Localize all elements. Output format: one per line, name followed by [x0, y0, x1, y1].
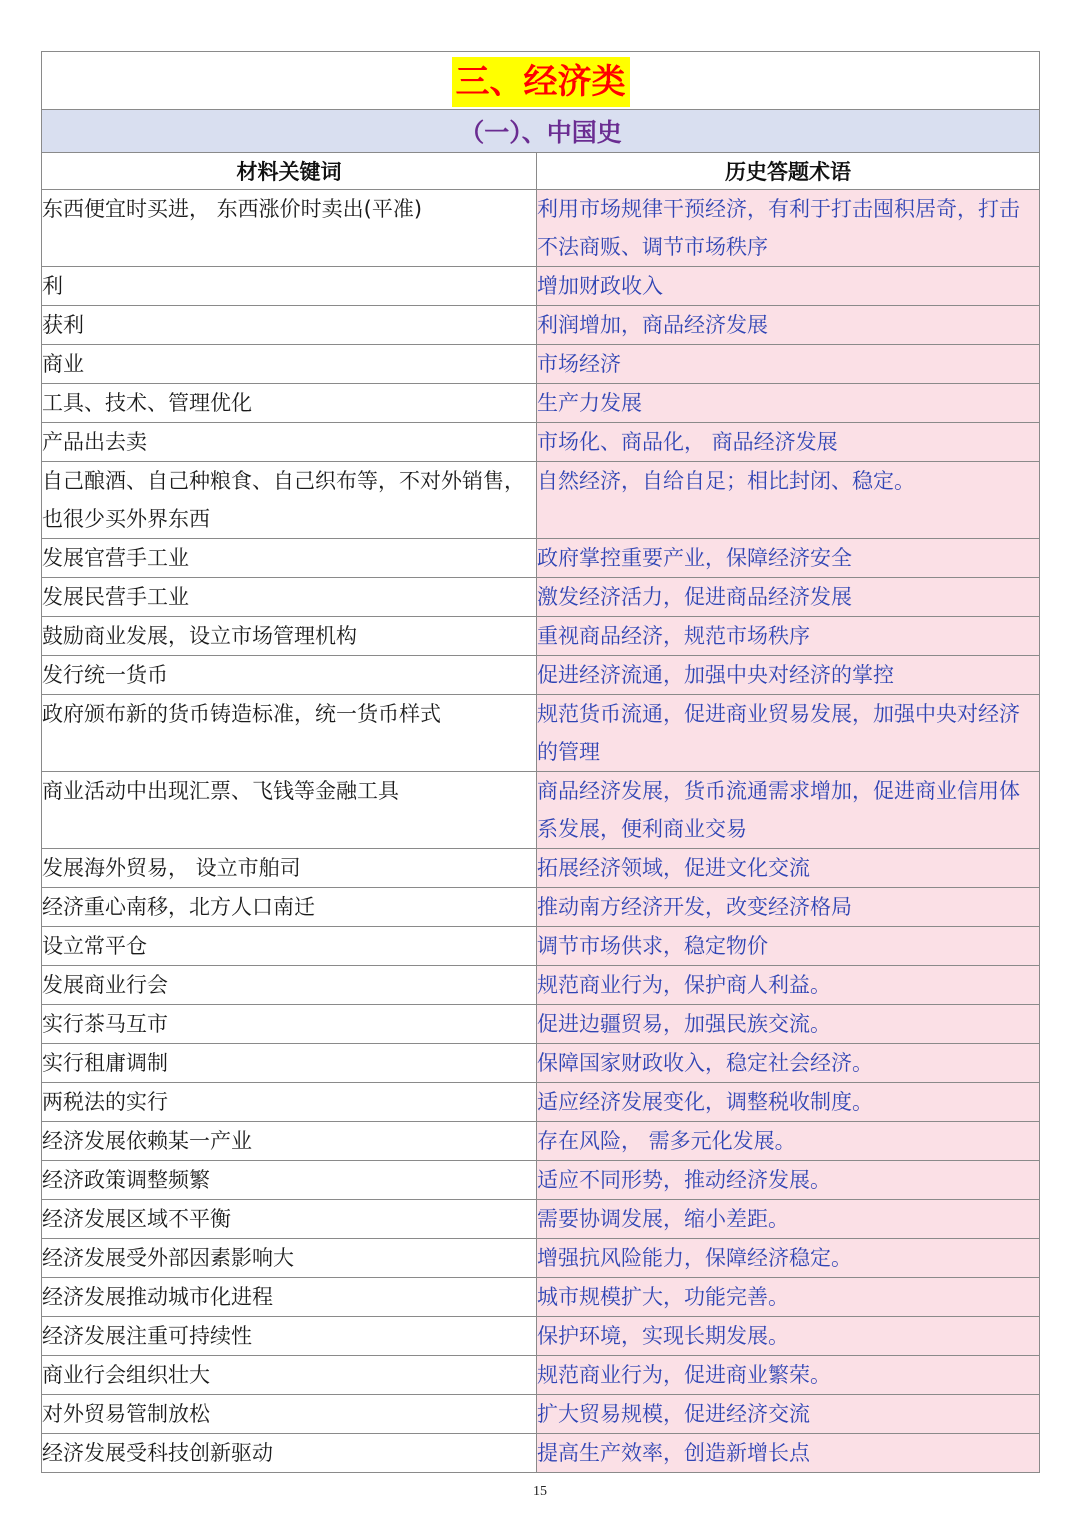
keyword-cell: 实行租庸调制	[42, 1044, 537, 1083]
term-cell: 促进经济流通，加强中央对经济的掌控	[537, 656, 1040, 695]
table-row	[42, 695, 1040, 772]
term-cell: 政府掌控重要产业，保障经济安全	[537, 539, 1040, 578]
keyword-cell: 自己酿酒、自己种粮食、自己织布等，不对外销售，也很少买外界东西	[42, 462, 537, 539]
keyword-cell: 发展官营手工业	[42, 539, 537, 578]
term-cell: 促进边疆贸易，加强民族交流。	[537, 1005, 1040, 1044]
keyword-cell: 经济发展受科技创新驱动	[42, 1434, 537, 1473]
keyword-cell: 东西便宜时买进， 东西涨价时卖出(平准)	[42, 190, 537, 267]
table-row	[42, 1239, 1040, 1278]
term-cell: 利润增加，商品经济发展	[537, 306, 1040, 345]
table-row	[42, 1434, 1040, 1473]
table-row	[42, 1200, 1040, 1239]
table-row	[42, 927, 1040, 966]
keyword-cell: 经济发展注重可持续性	[42, 1317, 537, 1356]
section-title: 三、经济类	[452, 57, 630, 107]
column-header-term: 历史答题术语	[537, 153, 1040, 190]
table-row	[42, 267, 1040, 306]
table-row	[42, 772, 1040, 849]
keyword-cell: 发展海外贸易， 设立市舶司	[42, 849, 537, 888]
term-cell: 适应经济发展变化，调整税收制度。	[537, 1083, 1040, 1122]
keyword-cell: 政府颁布新的货币铸造标准，统一货币样式	[42, 695, 537, 772]
table-row	[42, 539, 1040, 578]
keyword-cell: 工具、技术、管理优化	[42, 384, 537, 423]
term-cell: 激发经济活力，促进商品经济发展	[537, 578, 1040, 617]
title-row	[42, 52, 1040, 110]
term-cell: 存在风险， 需多元化发展。	[537, 1122, 1040, 1161]
keyword-cell: 产品出去卖	[42, 423, 537, 462]
term-cell: 增强抗风险能力，保障经济稳定。	[537, 1239, 1040, 1278]
table-row	[42, 1356, 1040, 1395]
table-row	[42, 190, 1040, 267]
term-cell: 利用市场规律干预经济，有利于打击囤积居奇，打击不法商贩、调节市场秩序	[537, 190, 1040, 267]
keyword-cell: 经济发展推动城市化进程	[42, 1278, 537, 1317]
keyword-term-table	[41, 51, 1040, 1473]
table-row	[42, 849, 1040, 888]
term-cell: 保障国家财政收入，稳定社会经济。	[537, 1044, 1040, 1083]
table-row	[42, 384, 1040, 423]
table-row	[42, 1317, 1040, 1356]
term-cell: 增加财政收入	[537, 267, 1040, 306]
table-row	[42, 966, 1040, 1005]
term-cell: 适应不同形势，推动经济发展。	[537, 1161, 1040, 1200]
table-row	[42, 423, 1040, 462]
table-row	[42, 888, 1040, 927]
page-number: 15	[533, 1484, 547, 1499]
table-row	[42, 462, 1040, 539]
term-cell: 自然经济，自给自足；相比封闭、稳定。	[537, 462, 1040, 539]
table-row	[42, 1083, 1040, 1122]
keyword-cell: 商业行会组织壮大	[42, 1356, 537, 1395]
term-cell: 拓展经济领域，促进文化交流	[537, 849, 1040, 888]
term-cell: 重视商品经济，规范市场秩序	[537, 617, 1040, 656]
keyword-cell: 实行茶马互市	[42, 1005, 537, 1044]
term-cell: 保护环境，实现长期发展。	[537, 1317, 1040, 1356]
keyword-cell: 获利	[42, 306, 537, 345]
document-page	[41, 51, 1039, 1473]
term-cell: 推动南方经济开发，改变经济格局	[537, 888, 1040, 927]
table-row	[42, 306, 1040, 345]
term-cell: 市场化、商品化， 商品经济发展	[537, 423, 1040, 462]
keyword-cell: 设立常平仓	[42, 927, 537, 966]
keyword-cell: 发行统一货币	[42, 656, 537, 695]
keyword-cell: 鼓励商业发展，设立市场管理机构	[42, 617, 537, 656]
term-cell: 调节市场供求，稳定物价	[537, 927, 1040, 966]
table-row	[42, 617, 1040, 656]
table-body	[42, 190, 1040, 1473]
term-cell: 规范商业行为，促进商业繁荣。	[537, 1356, 1040, 1395]
term-cell: 扩大贸易规模，促进经济交流	[537, 1395, 1040, 1434]
keyword-cell: 经济政策调整频繁	[42, 1161, 537, 1200]
table-row	[42, 1395, 1040, 1434]
section-subtitle: （一）、中国史	[42, 110, 1040, 153]
table-row	[42, 578, 1040, 617]
keyword-cell: 对外贸易管制放松	[42, 1395, 537, 1434]
table-row	[42, 1044, 1040, 1083]
keyword-cell: 经济发展依赖某一产业	[42, 1122, 537, 1161]
keyword-cell: 发展民营手工业	[42, 578, 537, 617]
table-row	[42, 1161, 1040, 1200]
term-cell: 需要协调发展，缩小差距。	[537, 1200, 1040, 1239]
term-cell: 城市规模扩大，功能完善。	[537, 1278, 1040, 1317]
term-cell: 商品经济发展，货币流通需求增加，促进商业信用体系发展，便利商业交易	[537, 772, 1040, 849]
subtitle-row	[42, 110, 1040, 153]
term-cell: 规范商业行为，保护商人利益。	[537, 966, 1040, 1005]
table-row	[42, 656, 1040, 695]
keyword-cell: 发展商业行会	[42, 966, 537, 1005]
keyword-cell: 经济重心南移，北方人口南迁	[42, 888, 537, 927]
column-header-keyword: 材料关键词	[42, 153, 537, 190]
table-row	[42, 345, 1040, 384]
keyword-cell: 商业活动中出现汇票、飞钱等金融工具	[42, 772, 537, 849]
keyword-cell: 经济发展受外部因素影响大	[42, 1239, 537, 1278]
table-row	[42, 1278, 1040, 1317]
header-row	[42, 153, 1040, 190]
term-cell: 提高生产效率，创造新增长点	[537, 1434, 1040, 1473]
table-row	[42, 1122, 1040, 1161]
table-row	[42, 1005, 1040, 1044]
keyword-cell: 利	[42, 267, 537, 306]
title-cell	[42, 52, 1040, 110]
term-cell: 生产力发展	[537, 384, 1040, 423]
term-cell: 市场经济	[537, 345, 1040, 384]
keyword-cell: 两税法的实行	[42, 1083, 537, 1122]
keyword-cell: 经济发展区域不平衡	[42, 1200, 537, 1239]
term-cell: 规范货币流通，促进商业贸易发展，加强中央对经济的管理	[537, 695, 1040, 772]
keyword-cell: 商业	[42, 345, 537, 384]
